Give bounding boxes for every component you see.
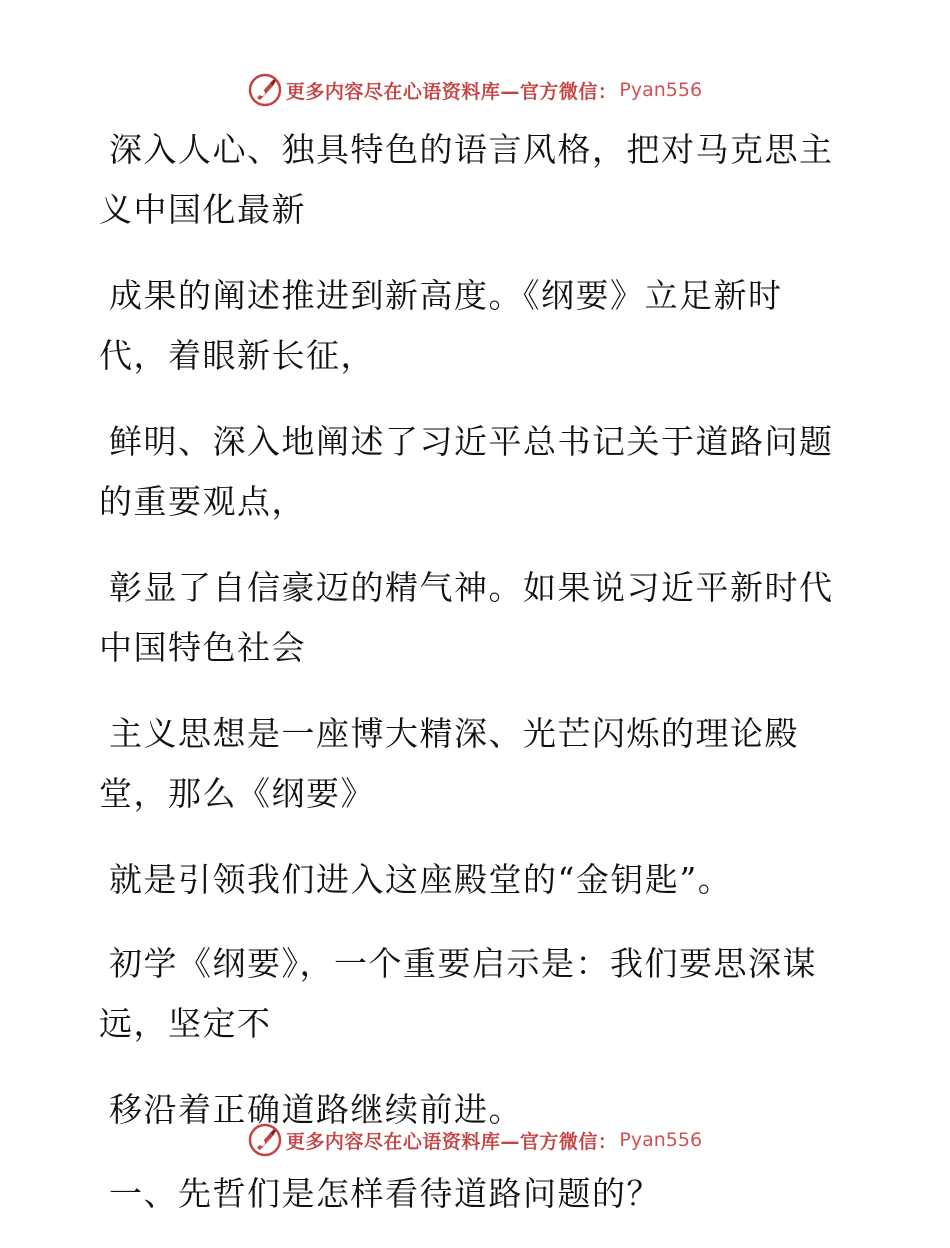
- paragraph: [99, 704, 839, 824]
- paragraph-line: 中国特色社会: [99, 628, 306, 667]
- paragraph: [99, 850, 839, 910]
- paragraph-line: 堂，那么《纲要》: [99, 774, 375, 813]
- paragraph-line: 成果的阐述推进到新高度。《纲要》立足新时: [109, 276, 783, 315]
- banner-text: 更多内容尽在心语资料库—官方微信：: [285, 80, 618, 103]
- document-body: [99, 120, 839, 1248]
- footer-banner: [0, 1120, 950, 1160]
- paragraph: [99, 934, 839, 1054]
- paragraph-line: 代，着眼新长征，: [99, 336, 375, 375]
- paragraph-line: 移沿着正确道路继续前进。: [109, 1090, 523, 1129]
- paragraph: [99, 412, 839, 532]
- pen-nib-logo-icon: [248, 73, 282, 107]
- paragraph-line: 初学《纲要》，一个重要启示是：我们要思深谋: [109, 944, 817, 983]
- paragraph: [99, 266, 839, 386]
- wechat-id: Pyan556: [619, 79, 703, 101]
- paragraph-line: 义中国化最新: [99, 190, 306, 229]
- paragraph-line: 鲜明、深入地阐述了习近平总书记关于道路问题: [109, 422, 834, 461]
- section-heading: [99, 1164, 839, 1224]
- heading-text: 一、先哲们是怎样看待道路问题的？: [109, 1174, 661, 1213]
- pen-nib-logo-icon: [248, 1123, 282, 1157]
- wechat-id: Pyan556: [619, 1129, 703, 1151]
- paragraph: [99, 120, 839, 240]
- paragraph-line: 的重要观点，: [99, 482, 306, 521]
- paragraph-line: 远，坚定不: [99, 1004, 272, 1043]
- paragraph-line: 就是引领我们进入这座殿堂的“金钥匙”。: [109, 860, 733, 899]
- banner-text: 更多内容尽在心语资料库—官方微信：: [285, 1130, 618, 1153]
- paragraph: [99, 558, 839, 678]
- header-banner: [0, 70, 950, 110]
- paragraph-line: 彰显了自信豪迈的精气神。如果说习近平新时代: [109, 568, 834, 607]
- paragraph-line: 深入人心、独具特色的语言风格，把对马克思主: [109, 130, 834, 169]
- paragraph-line: 主义思想是一座博大精深、光芒闪烁的理论殿: [109, 714, 799, 753]
